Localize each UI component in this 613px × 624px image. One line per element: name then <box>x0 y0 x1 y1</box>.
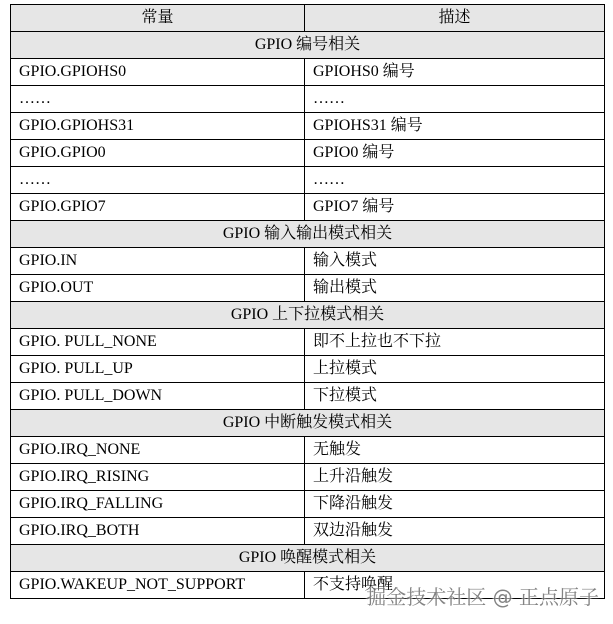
description-cell: 输入模式 <box>305 248 605 275</box>
description-cell: 下拉模式 <box>305 383 605 410</box>
section-row <box>11 302 605 329</box>
table-row <box>11 383 605 410</box>
constant-cell: GPIO.GPIOHS0 <box>11 59 305 86</box>
table-row <box>11 140 605 167</box>
section-row <box>11 545 605 572</box>
header-constant: 常量 <box>11 5 305 32</box>
constant-cell: GPIO.IN <box>11 248 305 275</box>
constant-cell: GPIO.WAKEUP_NOT_SUPPORT <box>11 572 305 599</box>
table-row <box>11 329 605 356</box>
table-row <box>11 464 605 491</box>
table-row <box>11 356 605 383</box>
section-title: GPIO 上下拉模式相关 <box>11 302 605 329</box>
constant-cell: GPIO.GPIOHS31 <box>11 113 305 140</box>
section-title: GPIO 输入输出模式相关 <box>11 221 605 248</box>
description-cell: GPIO0 编号 <box>305 140 605 167</box>
table-row <box>11 86 605 113</box>
table-row <box>11 113 605 140</box>
constant-cell: GPIO.GPIO7 <box>11 194 305 221</box>
description-cell: 上升沿触发 <box>305 464 605 491</box>
section-title: GPIO 唤醒模式相关 <box>11 545 605 572</box>
constant-cell: GPIO. PULL_NONE <box>11 329 305 356</box>
constant-cell: GPIO.IRQ_FALLING <box>11 491 305 518</box>
header-description: 描述 <box>305 5 605 32</box>
constant-cell: GPIO.IRQ_NONE <box>11 437 305 464</box>
section-row <box>11 410 605 437</box>
constant-cell: GPIO.GPIO0 <box>11 140 305 167</box>
constant-cell: …… <box>11 167 305 194</box>
section-title: GPIO 中断触发模式相关 <box>11 410 605 437</box>
watermark: 掘金技术社区 @ 正点原子 <box>366 585 599 609</box>
description-cell: 输出模式 <box>305 275 605 302</box>
constant-cell: GPIO. PULL_UP <box>11 356 305 383</box>
description-cell: …… <box>305 167 605 194</box>
section-title: GPIO 编号相关 <box>11 32 605 59</box>
table-row <box>11 248 605 275</box>
constant-cell: GPIO.IRQ_BOTH <box>11 518 305 545</box>
table-row <box>11 167 605 194</box>
table-row <box>11 518 605 545</box>
description-cell: 即不上拉也不下拉 <box>305 329 605 356</box>
description-cell: GPIOHS0 编号 <box>305 59 605 86</box>
constant-cell: GPIO.IRQ_RISING <box>11 464 305 491</box>
description-cell: …… <box>305 86 605 113</box>
section-row <box>11 32 605 59</box>
table-row <box>11 275 605 302</box>
constant-cell: …… <box>11 86 305 113</box>
table-row <box>11 491 605 518</box>
table-header-row <box>11 5 605 32</box>
description-cell: 下降沿触发 <box>305 491 605 518</box>
description-cell: GPIO7 编号 <box>305 194 605 221</box>
table-row <box>11 59 605 86</box>
constant-cell: GPIO. PULL_DOWN <box>11 383 305 410</box>
table-row <box>11 437 605 464</box>
section-row <box>11 221 605 248</box>
gpio-constants-table <box>10 4 605 599</box>
description-cell: 上拉模式 <box>305 356 605 383</box>
description-cell: GPIOHS31 编号 <box>305 113 605 140</box>
description-cell: 不支持唤醒 <box>305 572 605 599</box>
constant-cell: GPIO.OUT <box>11 275 305 302</box>
table-row <box>11 194 605 221</box>
description-cell: 无触发 <box>305 437 605 464</box>
description-cell: 双边沿触发 <box>305 518 605 545</box>
